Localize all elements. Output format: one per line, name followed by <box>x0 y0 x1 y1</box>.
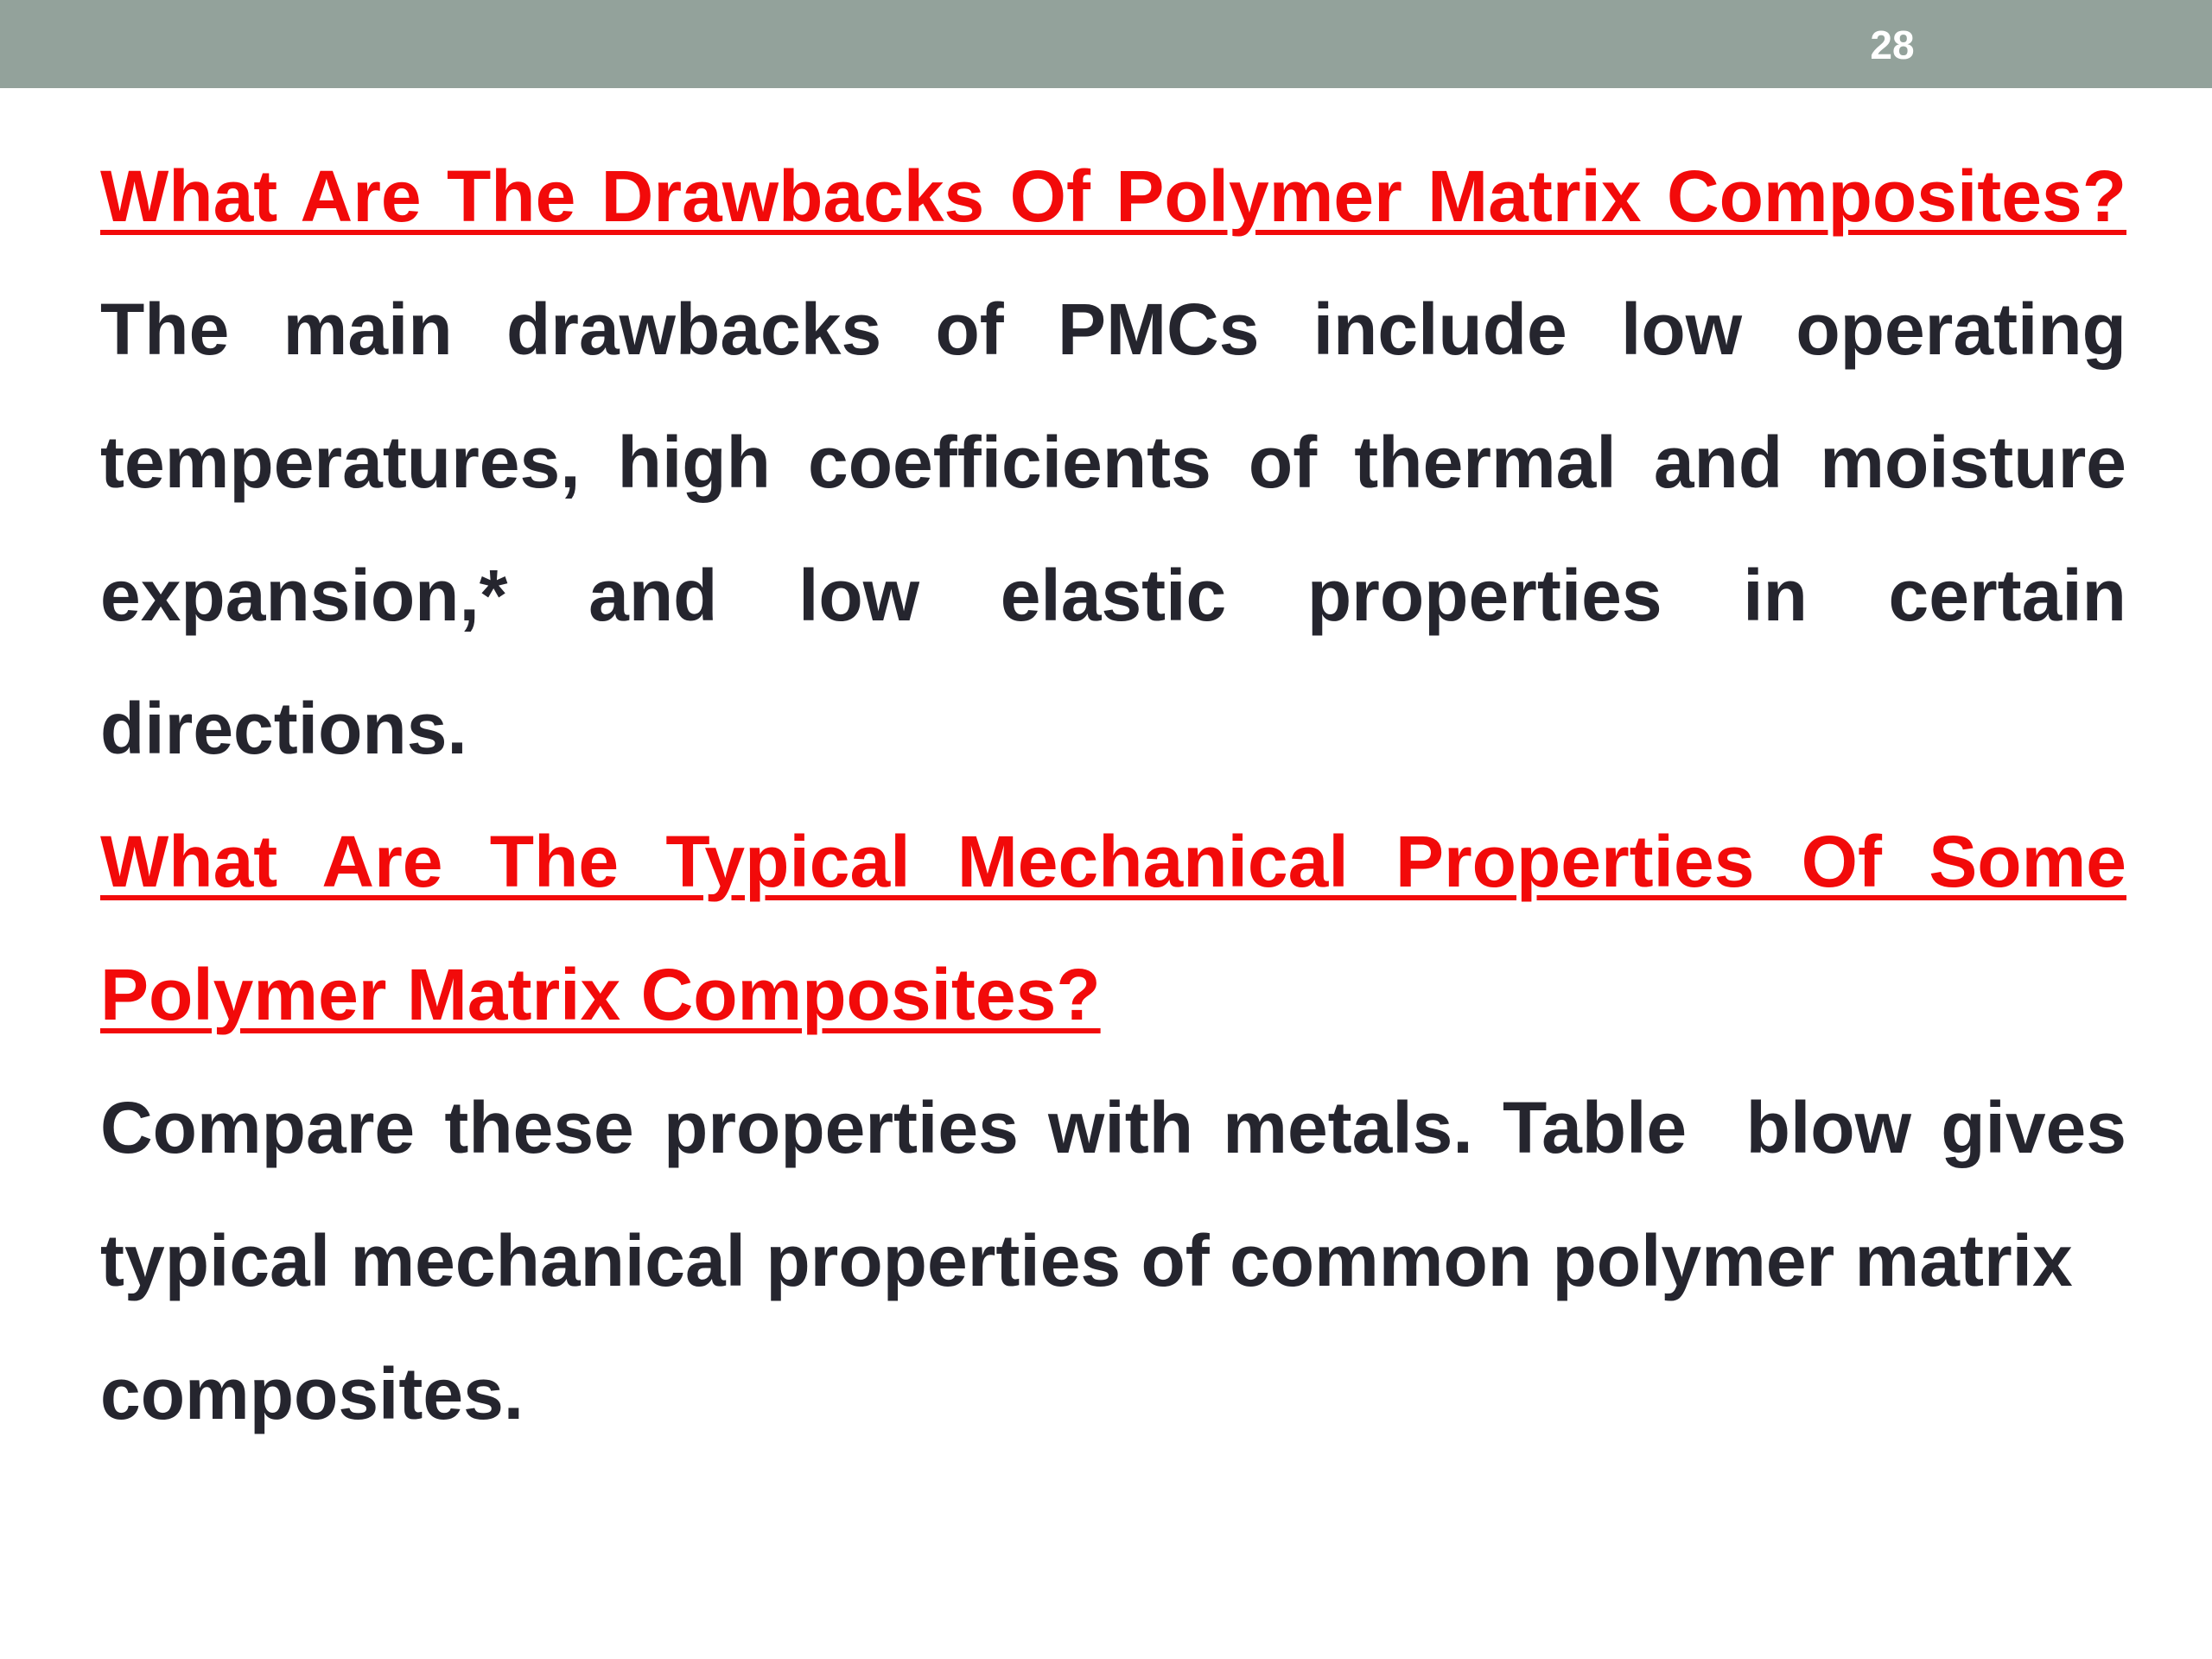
paragraph-compare-line-3: composites. <box>100 1353 524 1434</box>
heading-drawbacks <box>100 130 2126 263</box>
slide-content <box>100 130 2126 1460</box>
paragraph-drawbacks <box>100 263 2126 795</box>
paragraph-drawbacks-line-1: The main drawbacks of PMCs include low operating <box>100 289 2126 370</box>
paragraph-compare-line-2: typical mechanical properties of common polymer matrix <box>100 1220 2073 1301</box>
heading-mechanical-properties <box>100 795 2126 1061</box>
paragraph-compare <box>100 1061 2126 1460</box>
paragraph-drawbacks-line-3: expansion,* and low elastic properties in certain <box>100 555 2126 636</box>
slide-number: 28 <box>1870 22 1915 67</box>
paragraph-drawbacks-line-2: temperatures, high coefficients of thermal and moisture <box>100 422 2126 503</box>
paragraph-compare-line-1: Compare these properties with metals. Table blow gives <box>100 1087 2126 1168</box>
slide-header-bar <box>0 0 2212 88</box>
paragraph-drawbacks-line-4: directions. <box>100 688 467 769</box>
heading-mechanical-properties-line-2: Polymer Matrix Composites? <box>100 954 1101 1035</box>
heading-mechanical-properties-line-1: What Are The Typical Mechanical Properties Of Some <box>100 821 2126 902</box>
heading-drawbacks-line: What Are The Drawbacks Of Polymer Matrix Composites? <box>100 156 2126 237</box>
